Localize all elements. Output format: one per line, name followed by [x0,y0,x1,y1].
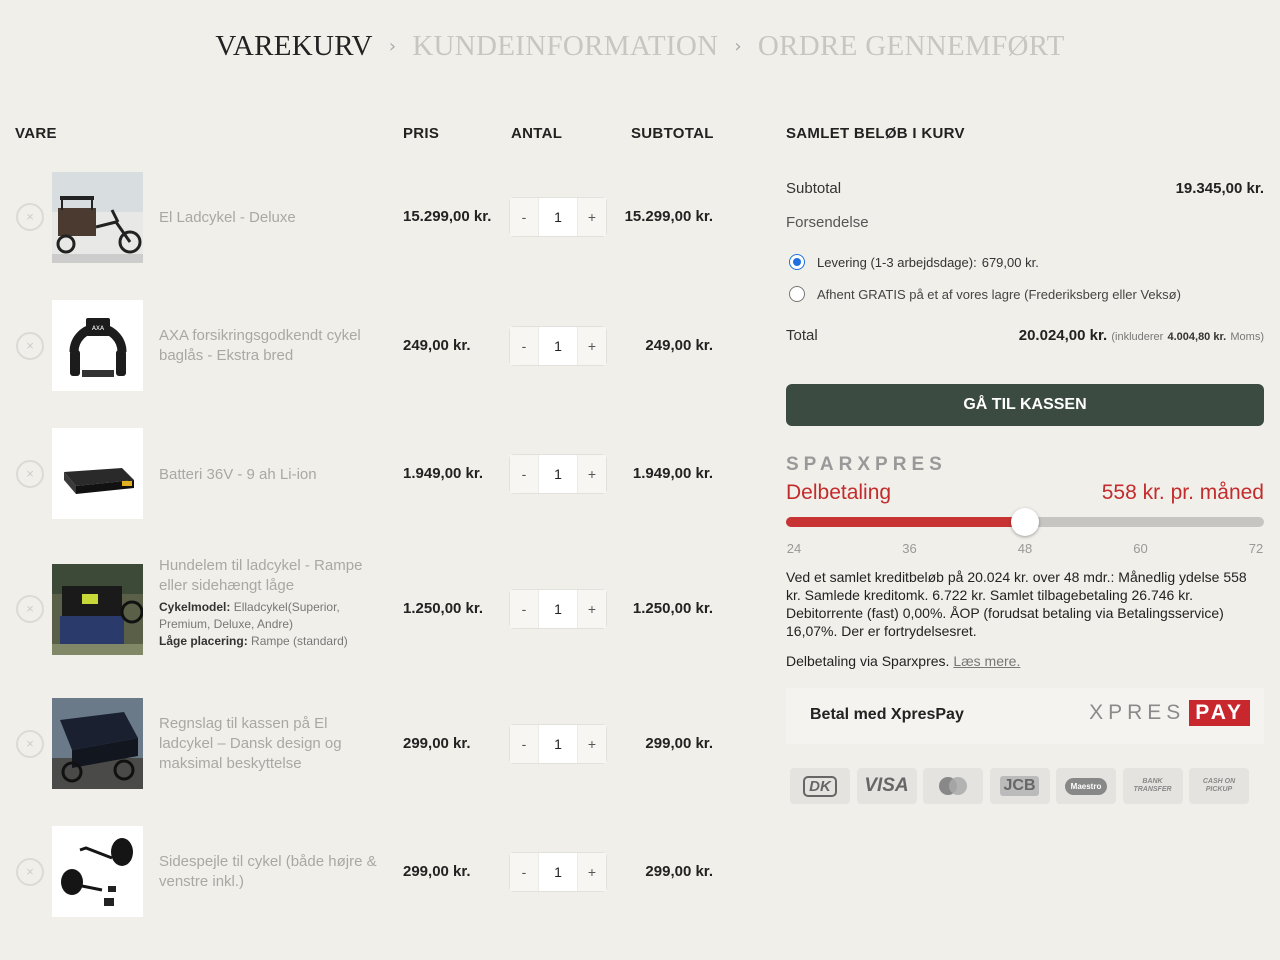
installment-slider-fill [786,517,1025,527]
product-subtotal: 1.949,00 kr. [632,465,713,482]
variation-model-label: Cykelmodel: [159,600,231,614]
subtotal-value: 19.345,00 kr. [1175,180,1264,197]
column-header-price: PRIS [403,125,440,142]
month-tick[interactable]: 24 [786,541,802,556]
installment-slider-handle[interactable] [1011,508,1039,536]
quantity-input[interactable]: 1 [538,327,578,365]
xprespay-label[interactable]: Betal med XpresPay [810,706,964,723]
product-subtotal: 249,00 kr. [645,337,713,354]
product-subtotal: 15.299,00 kr. [624,208,713,225]
total-value: 20.024,00 kr. [1018,327,1108,344]
product-price: 15.299,00 kr. [403,208,492,225]
subtotal-row [786,180,1264,197]
installment-more-prefix: Delbetaling via Sparxpres. [786,653,950,669]
column-header-item: VARE [15,125,57,142]
cart-row [0,679,740,807]
total-label: Total [786,327,818,344]
month-tick[interactable]: 36 [902,541,917,556]
product-name-link[interactable] [159,556,384,650]
product-price: 1.250,00 kr. [403,600,484,617]
product-subtotal: 299,00 kr. [645,863,713,880]
mastercard-icon [923,768,983,804]
quantity-input[interactable]: 1 [538,455,578,493]
variation-door-label: Låge placering: [159,634,248,648]
quantity-stepper [510,198,606,236]
proceed-to-checkout-button[interactable]: GÅ TIL KASSEN [786,384,1264,426]
product-subtotal: 299,00 kr. [645,735,713,752]
cart-row [0,281,740,409]
product-price: 299,00 kr. [403,735,471,752]
remove-item-button[interactable]: × [16,730,44,758]
shipping-radio-delivery[interactable] [789,254,805,270]
shipping-delivery-price: 679,00 kr. [981,254,1039,270]
quantity-stepper [510,327,606,365]
product-name-text[interactable]: Hundelem til ladcykel - Rampe eller sidehængt låge [159,557,363,594]
product-variation-door [159,633,384,650]
total-value-group [1019,327,1264,344]
breadcrumb-chevron-icon: › [734,36,742,57]
quantity-stepper [510,455,606,493]
cart-totals-title: SAMLET BELØB I KURV [786,125,965,142]
quantity-decrease-button[interactable]: - [510,853,538,891]
product-name-link[interactable]: Sidespejle til cykel (både højre & venstre inkl.) [159,853,377,890]
remove-item-button[interactable]: × [16,203,44,231]
product-name-link[interactable]: Batteri 36V - 9 ah Li-ion [159,466,317,483]
quantity-increase-button[interactable]: + [578,853,606,891]
breadcrumb-chevron-icon: › [388,36,397,57]
shipping-pickup-label[interactable]: Afhent GRATIS på et af vores lagre (Frederiksberg eller Veksø) [817,286,1181,302]
quantity-increase-button[interactable]: + [578,725,606,763]
product-image-cargo-bike[interactable] [52,172,143,263]
shipping-option-delivery[interactable] [789,254,1039,270]
xprespay-logo [1089,700,1250,726]
shipping-delivery-label[interactable]: Levering (1-3 arbejdsdage): [817,254,977,270]
installment-amount: 558 kr. pr. måned [1101,481,1264,504]
month-tick[interactable]: 72 [1248,541,1264,556]
product-image-mirrors[interactable] [52,826,143,917]
remove-item-button[interactable]: × [16,460,44,488]
quantity-input[interactable]: 1 [538,853,578,891]
subtotal-label: Subtotal [786,180,842,197]
quantity-decrease-button[interactable]: - [510,725,538,763]
svg-text:AXA: AXA [91,325,105,332]
cart-row [0,153,740,281]
quantity-stepper [510,590,606,628]
product-image-dog-door[interactable] [52,564,143,655]
payment-methods [790,768,1256,804]
bank-transfer-icon: BANK TRANSFER [1123,768,1183,804]
maestro-icon: Maestro [1056,768,1116,804]
product-price: 1.949,00 kr. [403,465,484,482]
checkout-breadcrumb [0,30,1280,63]
installment-terms-text: Ved et samlet kreditbeløb på 20.024 kr. over 48 mdr.: Månedlig ydelse 558 kr. Samlede kreditomk. 6.722 kr. Samlet tilbagebetaling 26.746 kr. Debitorrente (fast) 0,00%. ÅOP (forudsat betaling via Betalingsservice) 16,07%. Der er fortrydelsesret. [786,569,1247,639]
product-image-battery[interactable] [52,428,143,519]
product-name-link[interactable]: Regnslag til kassen på El ladcykel – Dansk design og maksimal beskyttelse [159,715,342,772]
product-image-rain-cover[interactable] [52,698,143,789]
total-row [786,327,1264,344]
tax-suffix: Moms) [1230,331,1264,343]
xprespay-banner[interactable] [786,688,1264,744]
installment-more-info [786,653,1020,669]
product-price: 249,00 kr. [403,337,471,354]
shipping-option-pickup[interactable] [789,286,1181,302]
product-price: 299,00 kr. [403,863,471,880]
month-tick[interactable]: 48 [1017,541,1033,556]
quantity-decrease-button[interactable]: - [510,198,538,236]
tax-prefix: (inkluderer [1111,331,1164,343]
product-name-link[interactable]: AXA forsikringsgodkendt cykel baglås - Ekstra bred [159,327,361,364]
sparxpres-logo: SPARXPRES [786,454,947,475]
remove-item-button[interactable]: × [16,858,44,886]
product-name-link[interactable]: El Ladcykel - Deluxe [159,209,296,226]
product-image-bike-lock[interactable] [52,300,143,391]
xprespay-logo-right: PAY [1189,700,1250,726]
breadcrumb-step-order-complete: ORDRE GENNEMFØRT [757,30,1065,62]
remove-item-button[interactable]: × [16,595,44,623]
quantity-increase-button[interactable]: + [578,198,606,236]
quantity-increase-button[interactable]: + [578,455,606,493]
quantity-increase-button[interactable]: + [578,327,606,365]
jcb-icon: JCB [990,768,1050,804]
tax-value: 4.004,80 kr. [1167,331,1227,343]
xprespay-logo-left: XPRES [1089,701,1186,724]
quantity-stepper [510,853,606,891]
quantity-decrease-button[interactable]: - [510,327,538,365]
installment-label: Delbetaling [786,481,892,504]
quantity-decrease-button[interactable]: - [510,455,538,493]
variation-model-value: Elladcykel(Superior, Premium, Deluxe, Andre) [159,600,340,631]
column-header-subtotal: SUBTOTAL [631,125,714,142]
cart-row [0,409,740,537]
breadcrumb-step-customer-info: KUNDEINFORMATION [412,30,719,62]
cart-row [0,807,740,935]
month-tick[interactable]: 60 [1133,541,1148,556]
cash-on-pickup-icon: CASH ON PICKUP [1189,768,1249,804]
quantity-input[interactable]: 1 [538,590,578,628]
product-subtotal: 1.250,00 kr. [632,600,713,617]
quantity-input[interactable]: 1 [538,725,578,763]
shipping-label: Forsendelse [786,214,869,231]
cart-row [0,545,740,673]
quantity-decrease-button[interactable]: - [510,590,538,628]
visa-icon: VISA [857,768,917,804]
breadcrumb-step-cart[interactable]: VAREKURV [215,30,373,62]
read-more-link[interactable]: Læs mere. [953,653,1021,669]
variation-door-value: Rampe (standard) [251,634,348,648]
remove-item-button[interactable]: × [16,332,44,360]
shipping-radio-pickup[interactable] [789,286,805,302]
column-header-quantity: ANTAL [511,125,563,142]
product-variation-model [159,599,384,633]
quantity-input[interactable]: 1 [538,198,578,236]
quantity-stepper [510,725,606,763]
quantity-increase-button[interactable]: + [578,590,606,628]
dankort-icon: DK [790,768,850,804]
